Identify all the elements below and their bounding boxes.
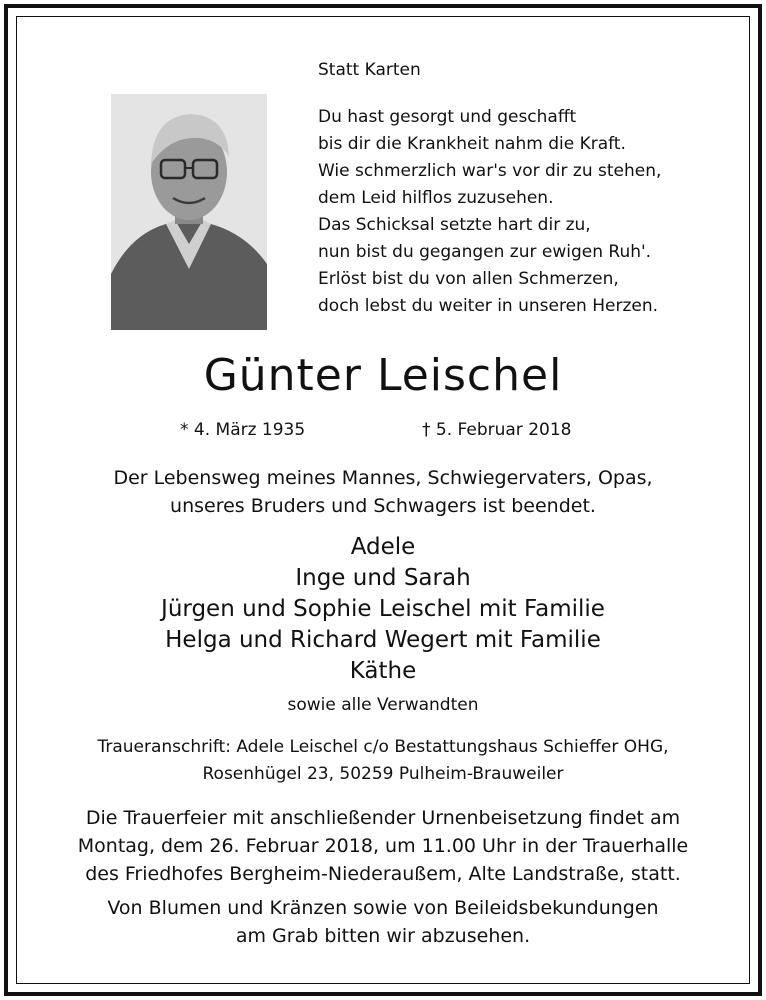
death-date: † 5. Februar 2018 [422, 420, 572, 440]
request-line: Von Blumen und Kränzen sowie von Beileidsbekundungen [107, 897, 659, 919]
mourner-line: Inge und Sarah [295, 565, 471, 591]
statt-karten-label: Statt Karten [318, 60, 421, 80]
poem-line: nun bist du gegangen zur ewigen Ruh'. [318, 242, 652, 262]
poem [318, 104, 661, 320]
birth-date: * 4. März 1935 [180, 420, 306, 440]
ceremony-notice [0, 804, 766, 888]
ceremony-line: Die Trauerfeier mit anschließender Urnenbeisetzung findet am [85, 807, 681, 829]
intro-line: Der Lebensweg meines Mannes, Schwiegervaters, Opas, [113, 467, 653, 489]
mourners-list [0, 532, 766, 687]
portrait-photo [111, 94, 267, 330]
poem-line: Erlöst bist du von allen Schmerzen, [318, 269, 619, 289]
intro-text [0, 464, 766, 520]
poem-line: Wie schmerzlich war's vor dir zu stehen, [318, 161, 662, 181]
mourning-address [0, 734, 766, 788]
poem-line: doch lebst du weiter in unseren Herzen. [318, 296, 658, 316]
ceremony-line: Montag, dem 26. Februar 2018, um 11.00 Uhr in der Trauerhalle [77, 835, 689, 857]
poem-line: dem Leid hilflos zuzusehen. [318, 188, 554, 208]
poem-line: Das Schicksal setzte hart dir zu, [318, 215, 591, 235]
mourner-line: Käthe [349, 658, 417, 684]
poem-line: Du hast gesorgt und geschafft [318, 107, 577, 127]
deceased-name: Günter Leischel [203, 350, 563, 401]
request-line: am Grab bitten wir abzusehen. [235, 925, 531, 947]
ceremony-line: des Friedhofes Bergheim-Niederaußem, Alte Landstraße, statt. [85, 863, 681, 885]
condolence-request [0, 894, 766, 950]
address-line: Rosenhügel 23, 50259 Pulheim-Brauweiler [202, 764, 564, 784]
mourner-line: Jürgen und Sophie Leischel mit Familie [161, 596, 605, 622]
poem-line: bis dir die Krankheit nahm die Kraft. [318, 134, 626, 154]
relatives-line: sowie alle Verwandten [287, 695, 479, 715]
intro-line: unseres Bruders und Schwagers ist beendet. [170, 495, 596, 517]
address-line: Traueranschrift: Adele Leischel c/o Bestattungshaus Schieffer OHG, [97, 737, 669, 757]
mourner-line: Helga und Richard Wegert mit Familie [165, 627, 601, 653]
mourner-line: Adele [350, 534, 416, 560]
